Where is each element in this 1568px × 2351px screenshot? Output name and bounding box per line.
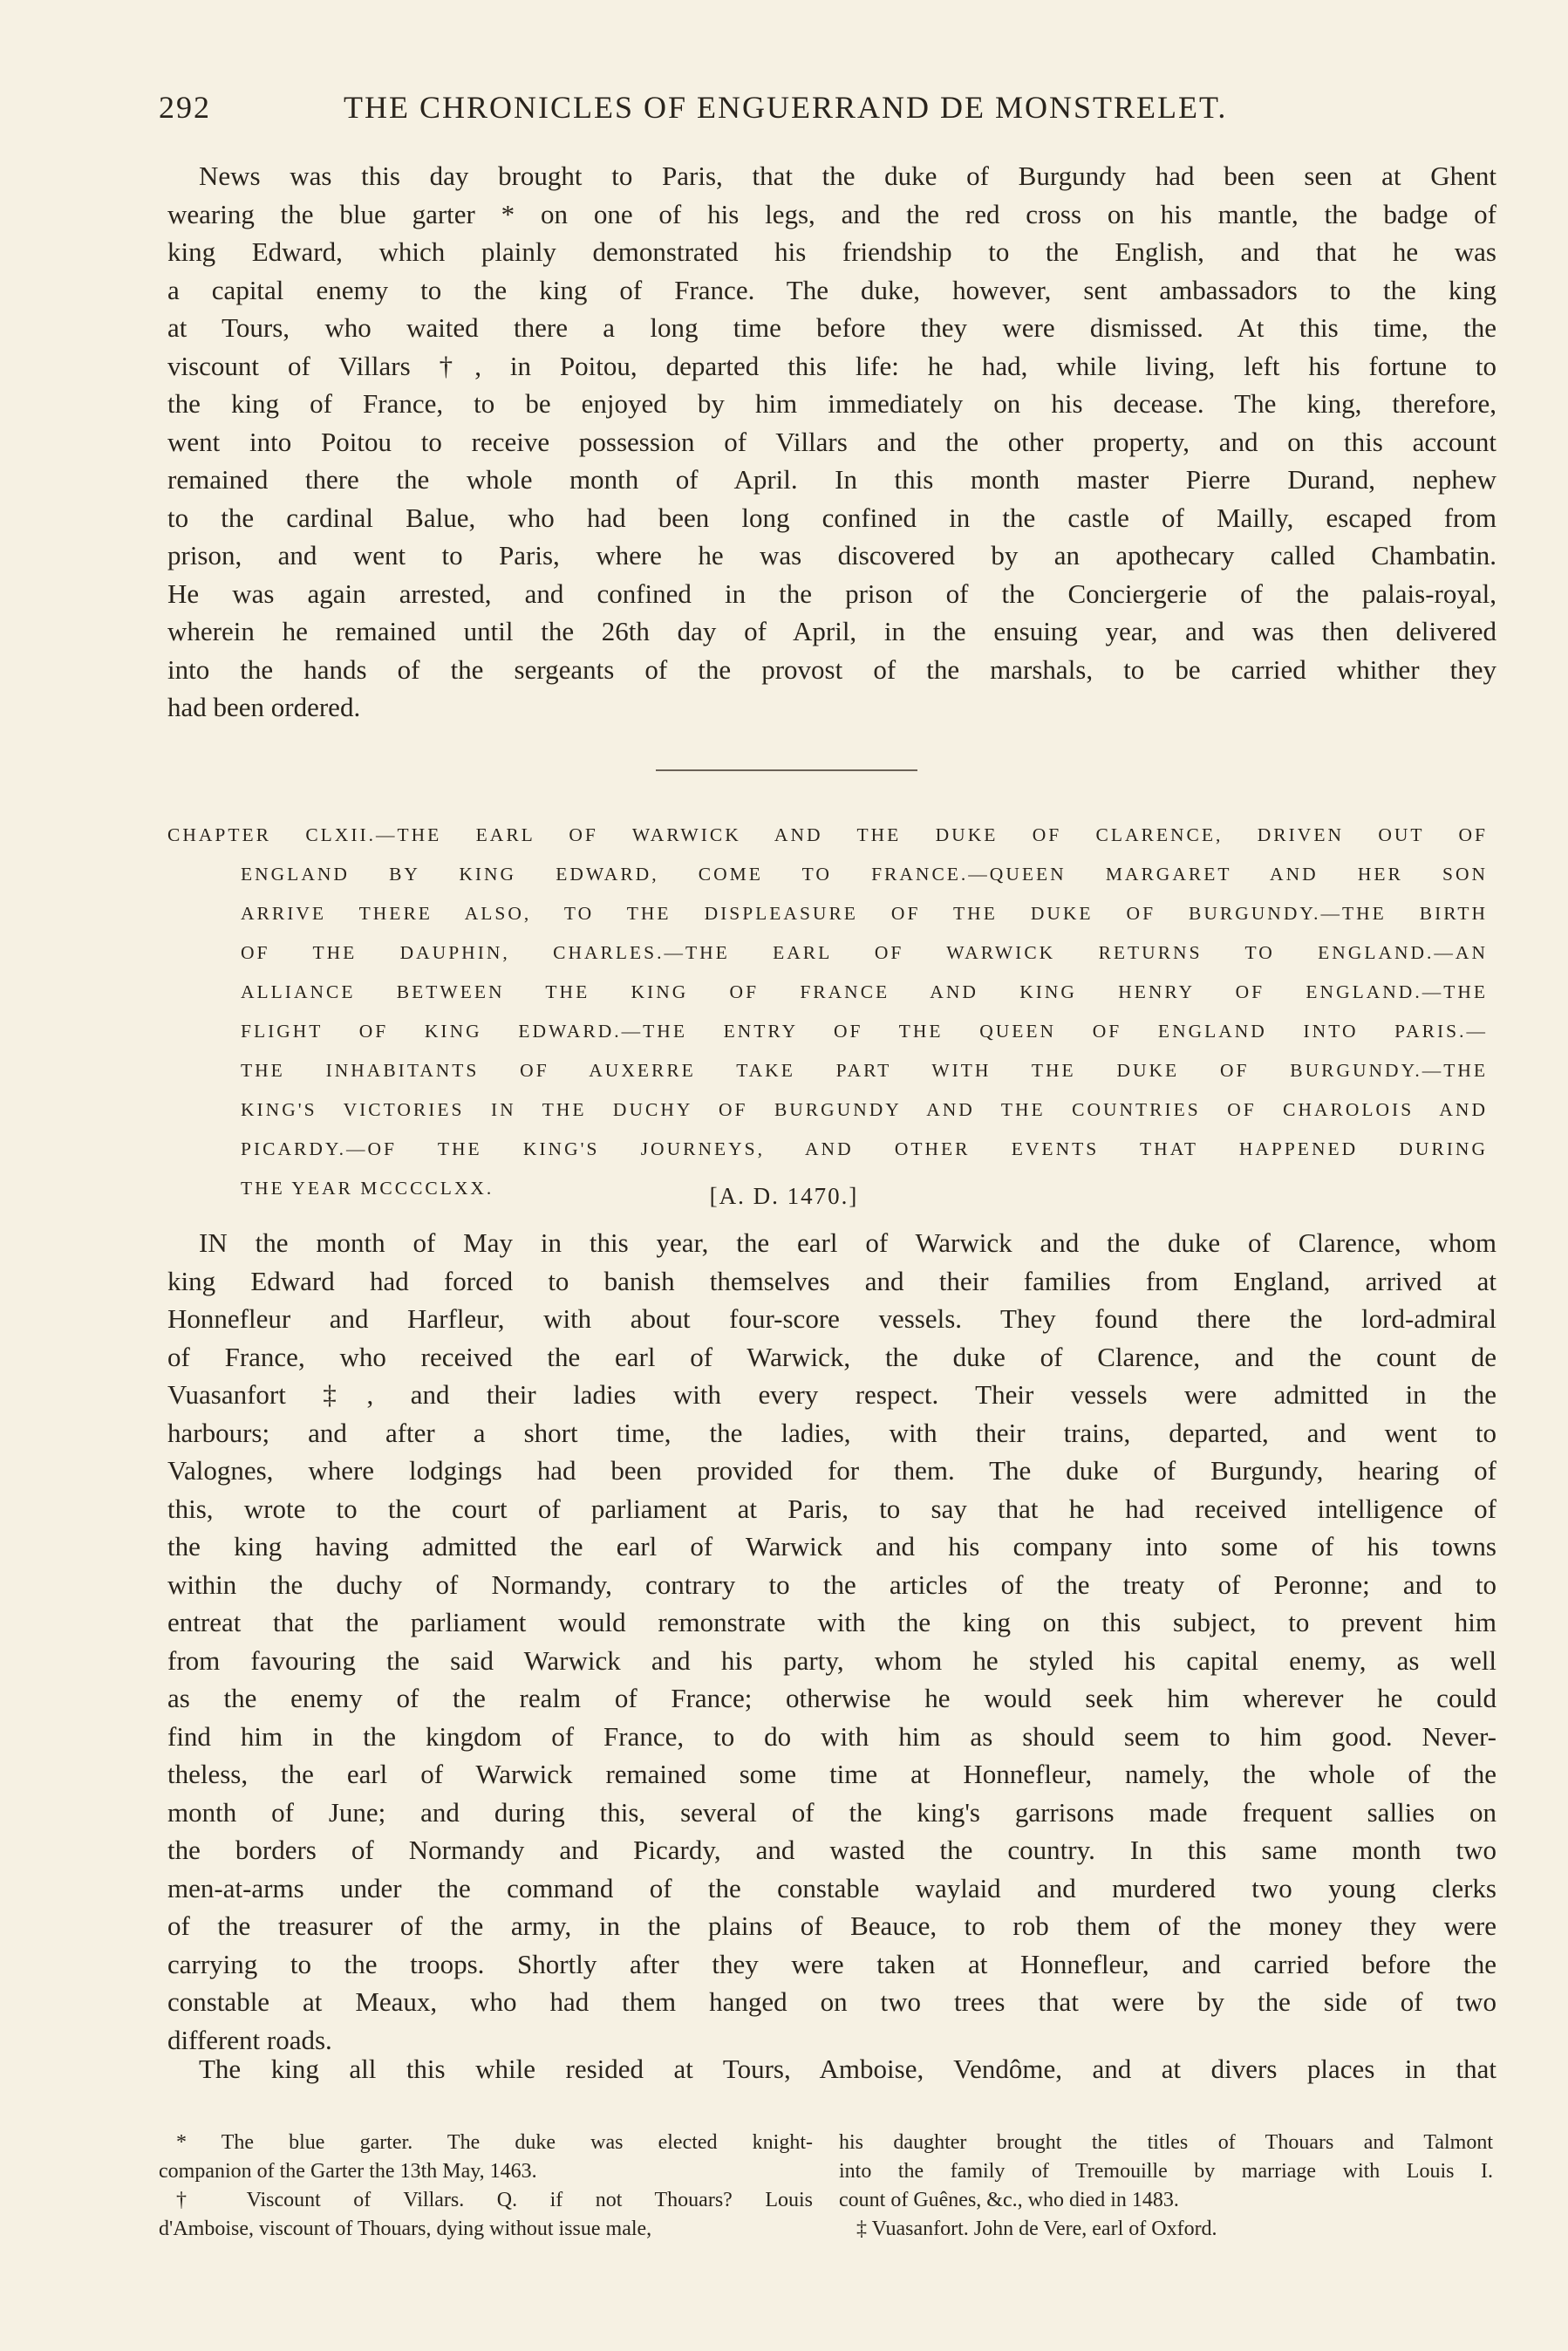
footnotes-right-column	[839, 2129, 1493, 2244]
text-line: wherein he remained until the 26th day of April, in the ensuing year, and was then delivered	[167, 616, 1496, 646]
chapter-heading-line: CHAPTER CLXII.—THE EARL OF WARWICK AND THE DUKE OF CLARENCE, DRIVEN OUT OF	[167, 824, 1488, 845]
chapter-heading-line: THE INHABITANTS OF AUXERRE TAKE PART WITH THE DUKE OF BURGUNDY.—THE	[241, 1060, 1488, 1081]
footnotes-left-column	[159, 2129, 813, 2244]
text-line: the king having admitted the earl of Warwick and his company into some of his towns	[167, 1531, 1496, 1562]
text-line: IN the month of May in this year, the earl of Warwick and the duke of Clarence, whom	[199, 1227, 1496, 1258]
text-line: Vuasanfort ‡, and their ladies with every respect. Their vessels were admitted in the	[167, 1379, 1496, 1410]
text-line: Honnefleur and Harfleur, with about four-score vessels. They found there the lord-admiral	[167, 1303, 1496, 1334]
year-marker: [A. D. 1470.]	[709, 1183, 859, 1209]
text-line: this, wrote to the court of parliament at Paris, to say that he had received intelligence of	[167, 1493, 1496, 1524]
text-line: wearing the blue garter * on one of his legs, and the red cross on his mantle, the badge of	[167, 198, 1496, 229]
text-line: a capital enemy to the king of France. The duke, however, sent ambassadors to the king	[167, 274, 1496, 305]
chapter-heading	[167, 816, 1488, 1208]
text-line: of the treasurer of the army, in the plains of Beauce, to rob them of the money they were	[167, 1910, 1496, 1941]
chapter-heading-line: KING'S VICTORIES IN THE DUCHY OF BURGUNDY AND THE COUNTRIES OF CHAROLOIS AND	[241, 1099, 1488, 1120]
text-line: The king all this while resided at Tours, Amboise, Vendôme, and at divers places in that	[199, 2054, 1496, 2084]
text-line: of France, who received the earl of Warwick, the duke of Clarence, and the count de	[167, 1341, 1496, 1372]
paragraph-3	[167, 2050, 1496, 2088]
text-line: as the enemy of the realm of France; otherwise he would seek him wherever he could	[167, 1683, 1496, 1713]
footnote-line: companion of the Garter the 13th May, 1463.	[159, 2160, 537, 2183]
text-line: prison, and went to Paris, where he was discovered by an apothecary called Chambatin.	[167, 540, 1496, 571]
section-divider	[656, 769, 917, 771]
text-line: from favouring the said Warwick and his party, whom he styled his capital enemy, as well	[167, 1644, 1496, 1676]
paragraph-2	[167, 1224, 1496, 2059]
chapter-heading-line: ARRIVE THERE ALSO, TO THE DISPLEASURE OF THE DUKE OF BURGUNDY.—THE BIRTH	[241, 903, 1488, 924]
text-line: into the hands of the sergeants of the provost of the marshals, to be carried whither they	[167, 653, 1496, 685]
text-line: king Edward, which plainly demonstrated his friendship to the English, and that he was	[167, 236, 1496, 267]
text-line: He was again arrested, and confined in the prison of the Conciergerie of the palais-royal,	[167, 577, 1496, 609]
footnote-line: d'Amboise, viscount of Thouars, dying without issue male,	[159, 2218, 652, 2240]
text-line: king Edward had forced to banish themselves and their families from England, arrived at	[167, 1265, 1496, 1296]
chapter-heading-line: PICARDY.—OF THE KING'S JOURNEYS, AND OTHER EVENTS THAT HAPPENED DURING	[241, 1138, 1488, 1159]
footnote-line: ‡ Vuasanfort. John de Vere, earl of Oxford.	[856, 2218, 1217, 2240]
footnote-line: † Viscount of Villars. Q. if not Thouars? Louis	[176, 2189, 813, 2211]
text-line: within the duchy of Normandy, contrary to the articles of the treaty of Peronne; and to	[167, 1568, 1496, 1600]
text-line: men-at-arms under the command of the constable waylaid and murdered two young clerks	[167, 1872, 1496, 1903]
text-line: to the cardinal Balue, who had been long confined in the castle of Mailly, escaped from	[167, 502, 1496, 533]
footnote-line: count of Guênes, &c., who died in 1483.	[839, 2189, 1179, 2211]
text-line: went into Poitou to receive possession of Villars and the other property, and on this account	[167, 426, 1496, 457]
footnote-line: into the family of Tremouille by marriage with Louis I.	[839, 2160, 1493, 2183]
chapter-heading-line: FLIGHT OF KING EDWARD.—THE ENTRY OF THE QUEEN OF ENGLAND INTO PARIS.—	[241, 1021, 1488, 1042]
text-line: remained there the whole month of April. In this month master Pierre Durand, nephew	[167, 464, 1496, 495]
text-line: News was this day brought to Paris, that the duke of Burgundy had been seen at Ghent	[199, 161, 1496, 191]
footnote-line: his daughter brought the titles of Thouars and Talmont	[839, 2131, 1493, 2154]
text-line: had been ordered.	[167, 692, 361, 722]
text-line: Valognes, where lodgings had been provided for them. The duke of Burgundy, hearing of	[167, 1455, 1496, 1486]
page-number: 292	[159, 90, 211, 125]
chapter-heading-line: ENGLAND BY KING EDWARD, COME TO FRANCE.—QUEEN MARGARET AND HER SON	[241, 864, 1488, 885]
chapter-heading-line: THE YEAR MCCCCLXX.	[241, 1178, 494, 1199]
running-title: THE CHRONICLES OF ENGUERRAND DE MONSTRELET.	[344, 90, 1228, 125]
text-line: entreat that the parliament would remonstrate with the king on this subject, to prevent him	[167, 1607, 1496, 1637]
chapter-heading-line: ALLIANCE BETWEEN THE KING OF FRANCE AND KING HENRY OF ENGLAND.—THE	[241, 981, 1488, 1002]
text-line: the king of France, to be enjoyed by him immediately on his decease. The king, therefore,	[167, 388, 1496, 419]
footnote-line: * The blue garter. The duke was elected knight-	[176, 2131, 813, 2154]
chapter-heading-line: OF THE DAUPHIN, CHARLES.—THE EARL OF WARWICK RETURNS TO ENGLAND.—AN	[241, 942, 1488, 963]
text-line: theless, the earl of Warwick remained some time at Honnefleur, namely, the whole of the	[167, 1759, 1496, 1789]
text-line: find him in the kingdom of France, to do with him as should seem to him good. Never-	[167, 1720, 1496, 1752]
text-line: different roads.	[167, 2024, 332, 2055]
text-line: carrying to the troops. Shortly after they were taken at Honnefleur, and carried before the	[167, 1948, 1496, 1979]
text-line: at Tours, who waited there a long time before they were dismissed. At this time, the	[167, 312, 1496, 343]
text-line: constable at Meaux, who had them hanged on two trees that were by the side of two	[167, 1986, 1496, 2017]
text-line: the borders of Normandy and Picardy, and wasted the country. In this same month two	[167, 1835, 1496, 1865]
text-line: harbours; and after a short time, the ladies, with their trains, departed, and went to	[167, 1417, 1496, 1448]
text-line: viscount of Villars †, in Poitou, departed this life: he had, while living, left his fortune to	[167, 350, 1496, 381]
paragraph-1	[167, 157, 1496, 727]
text-line: month of June; and during this, several of the king's garrisons made frequent sallies on	[167, 1796, 1496, 1828]
